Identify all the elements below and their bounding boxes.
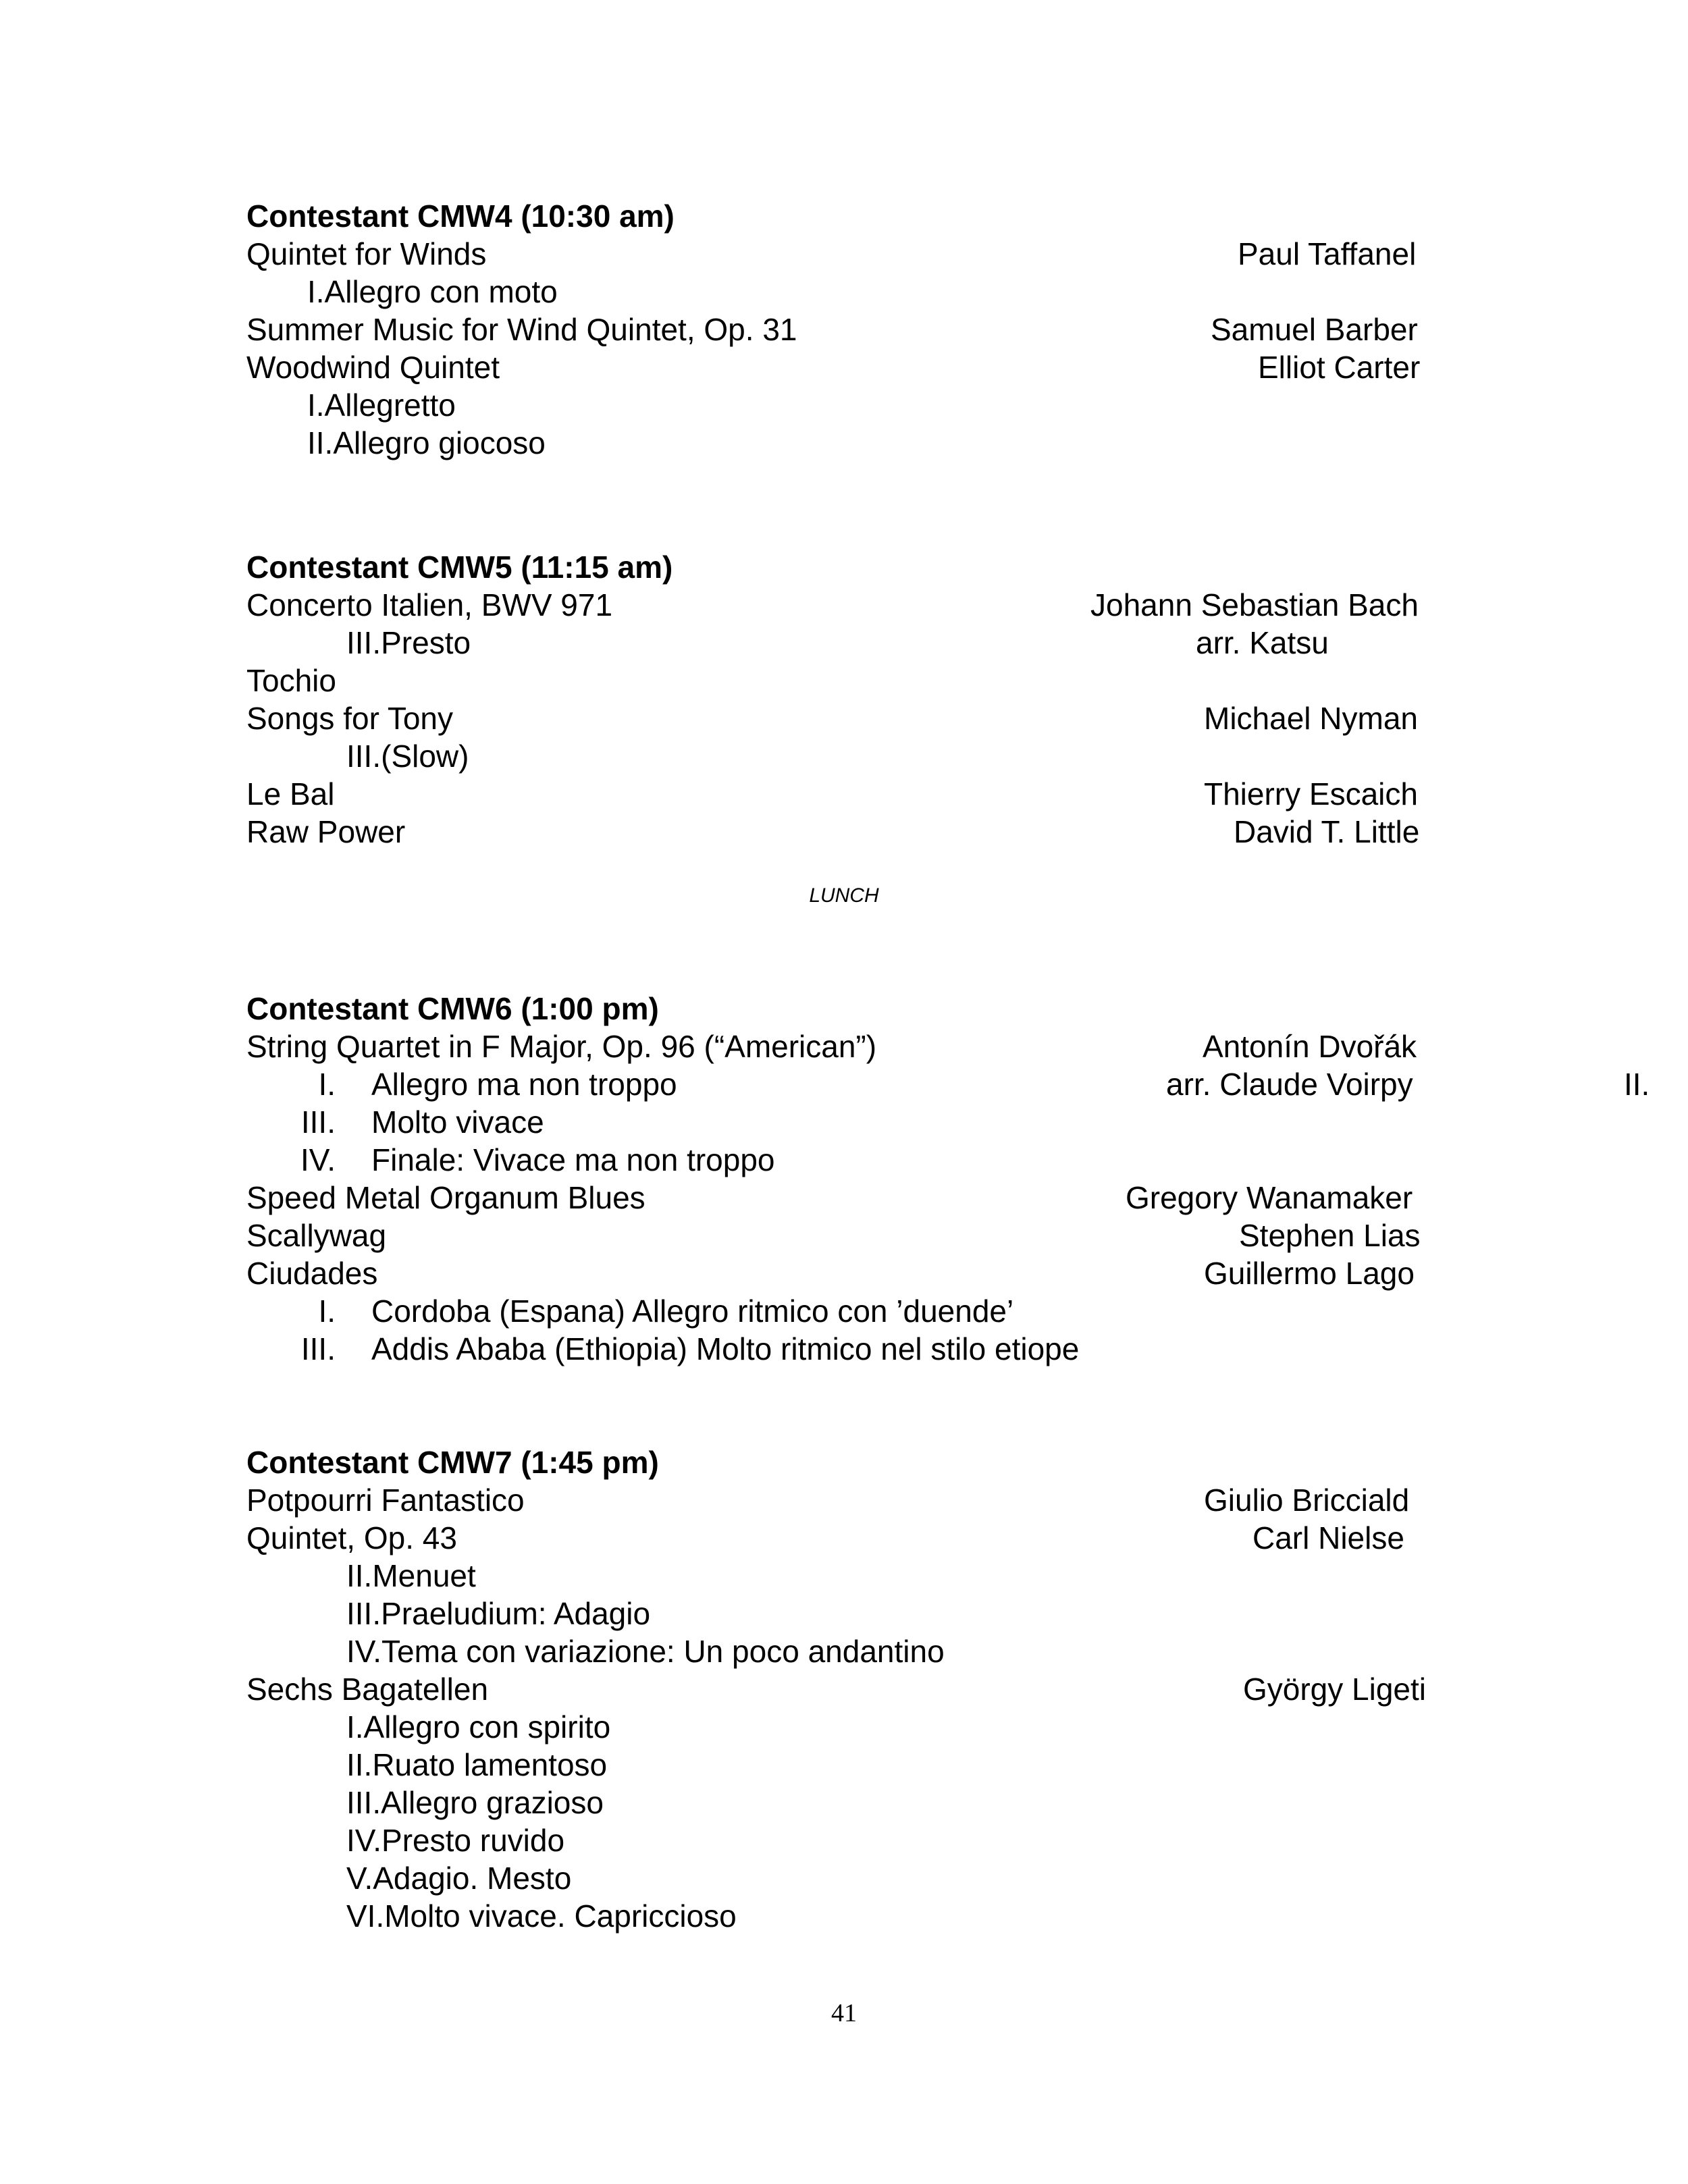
section-heading-text: Contestant CMW4 (10:30 am) [246,198,675,234]
composer-name: Carl Nielse [1252,1520,1404,1555]
piece-title: Woodwind Quintet [246,350,500,385]
movement-line [246,386,1688,424]
piece-title: III.Presto [346,625,471,660]
piece-title: V.Adagio. Mesto [346,1861,572,1896]
composer-name: Antonín Dvořák [1203,1029,1417,1064]
piece-title: Summer Music for Wind Quintet, Op. 31 [246,312,797,347]
program-line [246,348,1688,386]
piece-title: Addis Ababa (Ethiopia) Molto ritmico nel stilo etiope [371,1331,1080,1366]
program-line [246,1217,1688,1254]
movement-line [246,1557,1688,1595]
stray-movement-number: II. [1624,1067,1650,1102]
piece-title: I.Allegretto [307,388,456,423]
piece-title: Concerto Italien, BWV 971 [246,587,613,622]
section-heading-text: Contestant CMW7 (1:45 pm) [246,1445,659,1480]
section-heading-cmw5 [246,548,1688,586]
page-number: 41 [831,1999,857,2027]
lunch-break-label: LUNCH [809,884,879,907]
program-line [246,1481,1688,1519]
composer-name: Giulio Bricciald [1204,1483,1410,1518]
piece-title: III.Praeludium: Adagio [346,1596,651,1631]
movement-line [246,1784,1688,1821]
composer-name: Gregory Wanamaker [1126,1180,1413,1215]
movement-line [246,273,1688,311]
movement-line [246,737,1688,775]
movement-line [246,1708,1688,1746]
section-heading-cmw6 [246,990,1688,1028]
composer-name: Samuel Barber [1211,312,1418,347]
composer-name: David T. Little [1234,814,1420,849]
program-line [246,775,1688,813]
piece-title: Finale: Vivace ma non troppo [371,1142,775,1177]
movement-line [246,1065,1688,1103]
program-line [246,1028,1688,1065]
piece-title: Quintet, Op. 43 [246,1520,457,1555]
piece-title: Ciudades [246,1256,378,1291]
movement-line [246,1821,1688,1859]
movement-number: I. [318,1294,336,1329]
movement-line [246,1632,1688,1670]
composer-name: Stephen Lias [1239,1218,1421,1253]
program-line [246,586,1688,624]
movement-line [246,1859,1688,1897]
piece-title: I.Allegro con spirito [346,1709,611,1744]
composer-name: Johann Sebastian Bach [1090,587,1419,622]
composer-name: György Ligeti [1243,1672,1427,1707]
program-line [246,699,1688,737]
composer-name: Guillermo Lago [1204,1256,1415,1291]
movement-line [246,1292,1688,1330]
piece-title: Potpourri Fantastico [246,1483,525,1518]
piece-title: Allegro ma non troppo [371,1067,677,1102]
movement-line [246,624,1688,662]
piece-title: Scallywag [246,1218,387,1253]
piece-title: Cordoba (Espana) Allegro ritmico con ’duende’ [371,1294,1014,1329]
program-line [246,1519,1688,1557]
piece-title: Quintet for Winds [246,236,487,271]
section-heading-cmw4 [246,197,1688,235]
movement-number: III. [300,1104,336,1140]
movement-line [246,1103,1688,1141]
piece-title: I.Allegro con moto [307,274,558,309]
program-line [246,1179,1688,1217]
piece-title: IV.Tema con variazione: Un poco andantino [346,1634,945,1669]
composer-name: Elliot Carter [1258,350,1421,385]
piece-title: II.Menuet [346,1558,476,1593]
piece-title: VI.Molto vivace. Capriccioso [346,1898,737,1934]
movement-line [246,1330,1688,1368]
piece-title: III.(Slow) [346,739,469,774]
movement-line [246,424,1688,462]
section-heading-text: Contestant CMW5 (11:15 am) [246,550,673,585]
section-heading-cmw7 [246,1443,1688,1481]
program-line [246,311,1688,348]
program-line [246,813,1688,851]
program-line [246,235,1688,273]
movement-number: I. [318,1067,336,1102]
piece-title: IV.Presto ruvido [346,1823,565,1858]
composer-name: Thierry Escaich [1204,776,1418,811]
piece-title: II.Allegro giocoso [307,425,546,460]
movement-number: IV. [300,1142,336,1177]
piece-title: Raw Power [246,814,406,849]
movement-line [246,1897,1688,1935]
composer-name: Paul Taffanel [1238,236,1417,271]
movement-line [246,1746,1688,1784]
piece-title: String Quartet in F Major, Op. 96 (“American”) [246,1029,877,1064]
piece-title: Molto vivace [371,1104,544,1140]
piece-title: II.Ruato lamentoso [346,1747,608,1782]
piece-title: Sechs Bagatellen [246,1672,489,1707]
piece-title: Speed Metal Organum Blues [246,1180,645,1215]
movement-line [246,1595,1688,1632]
movement-number: III. [300,1331,336,1366]
program-line [246,662,1688,699]
composer-name: Michael Nyman [1204,701,1418,736]
piece-title: Songs for Tony [246,701,454,736]
composer-name: arr. Claude Voirpy [1166,1067,1413,1102]
composer-name: arr. Katsu [1196,625,1329,660]
movement-line [246,1141,1688,1179]
program-line [246,1254,1688,1292]
piece-title: Le Bal [246,776,335,811]
piece-title: III.Allegro grazioso [346,1785,604,1820]
piece-title: Tochio [246,663,336,698]
section-heading-text: Contestant CMW6 (1:00 pm) [246,991,659,1026]
program-line [246,1670,1688,1708]
